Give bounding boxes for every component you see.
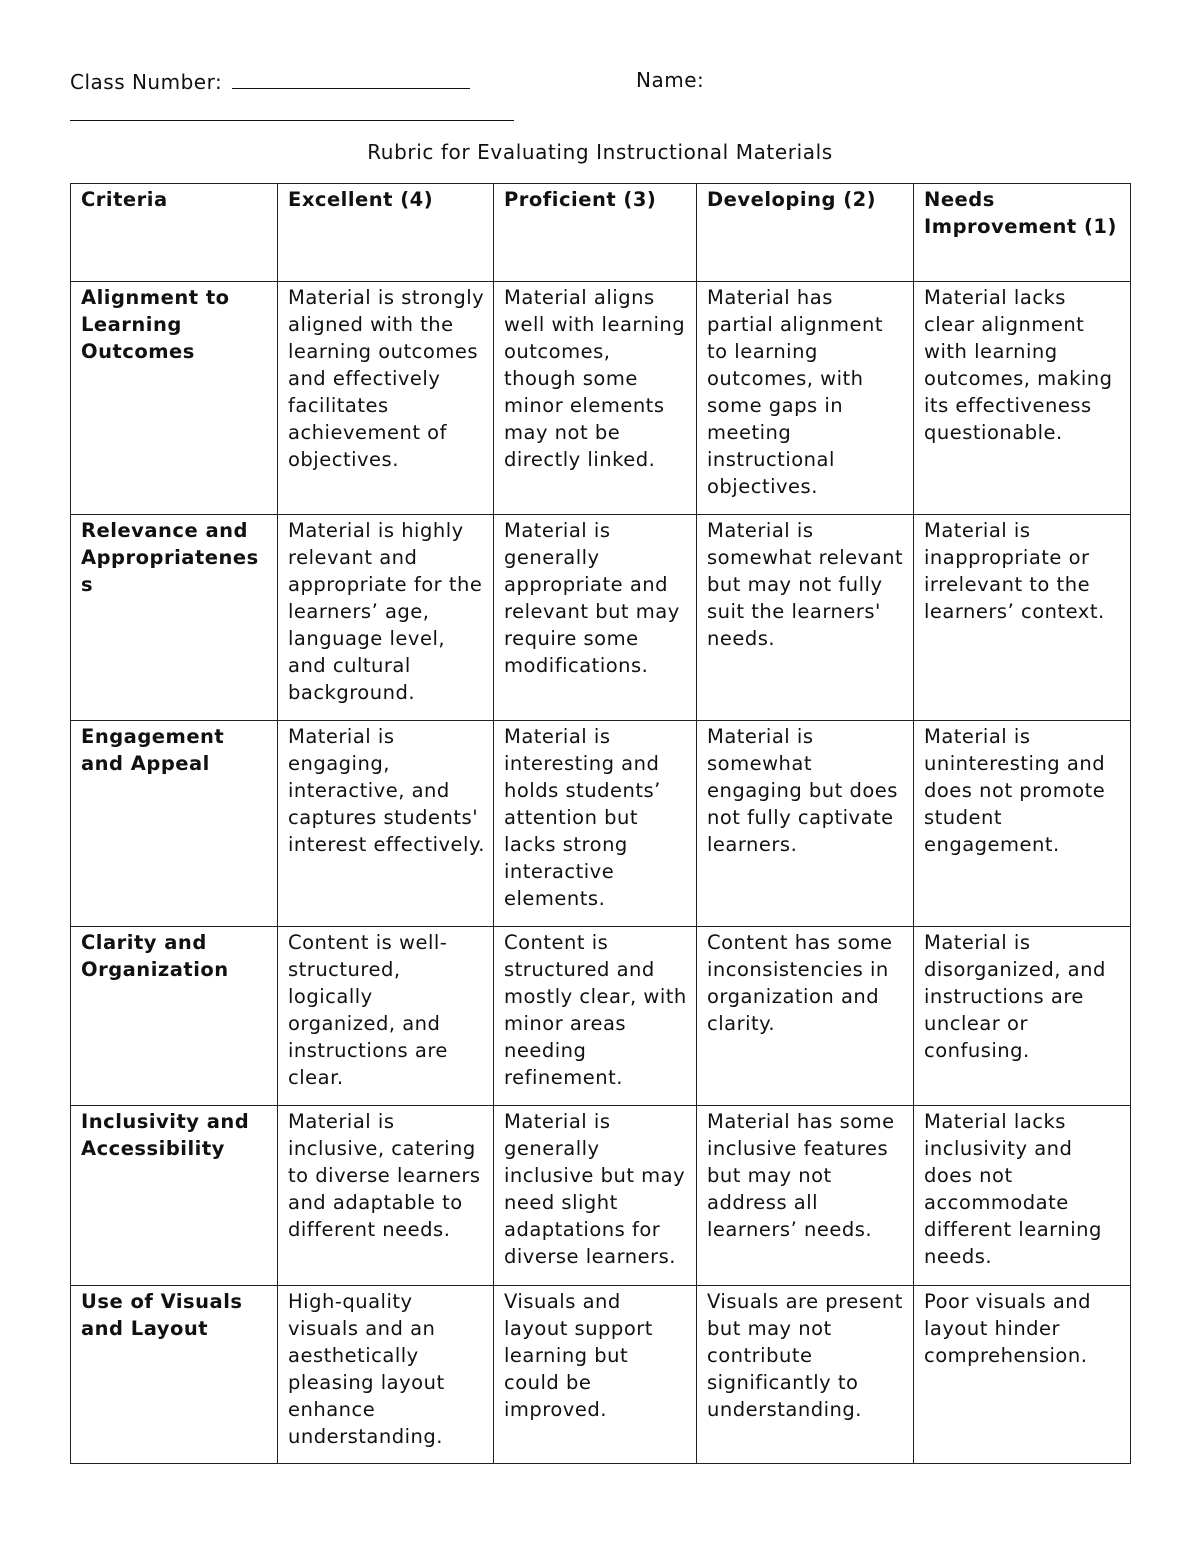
criterion-cell: Use of Visuals and Layout <box>71 1286 278 1464</box>
proficient-cell: Content is structured and mostly clear, with minor areas needing refinement. <box>494 927 697 1106</box>
table-row <box>71 1286 1131 1464</box>
excellent-cell: Material is engaging, interactive, and captures students' interest effectively. <box>278 721 494 927</box>
needs-improvement-cell: Material lacks inclusivity and does not accommodate different learning needs. <box>914 1106 1131 1286</box>
column-header-developing: Developing (2) <box>697 184 914 282</box>
column-header-criteria: Criteria <box>71 184 278 282</box>
needs-improvement-cell: Material is inappropriate or irrelevant to the learners’ context. <box>914 515 1131 721</box>
excellent-cell: Content is well-structured, logically organized, and instructions are clear. <box>278 927 494 1106</box>
document-title: Rubric for Evaluating Instructional Materials <box>367 140 833 164</box>
developing-cell: Material is somewhat relevant but may not fully suit the learners' needs. <box>697 515 914 721</box>
criterion-cell: Inclusivity and Accessibility <box>71 1106 278 1286</box>
proficient-cell: Material is generally inclusive but may need slight adaptations for diverse learners. <box>494 1106 697 1286</box>
developing-cell: Visuals are present but may not contribute significantly to understanding. <box>697 1286 914 1464</box>
column-header-proficient: Proficient (3) <box>494 184 697 282</box>
proficient-cell: Material aligns well with learning outcomes, though some minor elements may not be directly linked. <box>494 282 697 515</box>
excellent-cell: High-quality visuals and an aesthetically pleasing layout enhance understanding. <box>278 1286 494 1464</box>
table-row <box>71 721 1131 927</box>
proficient-cell: Material is interesting and holds students’ attention but lacks strong interactive elements. <box>494 721 697 927</box>
name-blank[interactable] <box>70 100 514 121</box>
excellent-cell: Material is inclusive, catering to diverse learners and adaptable to different needs. <box>278 1106 494 1286</box>
table-row <box>71 515 1131 721</box>
proficient-cell: Visuals and layout support learning but could be improved. <box>494 1286 697 1464</box>
developing-cell: Content has some inconsistencies in organization and clarity. <box>697 927 914 1106</box>
name-label: Name: <box>636 68 705 92</box>
excellent-cell: Material is highly relevant and appropriate for the learners’ age, language level, and cultural background. <box>278 515 494 721</box>
developing-cell: Material is somewhat engaging but does not fully captivate learners. <box>697 721 914 927</box>
table-header-row <box>71 184 1131 282</box>
table-row <box>71 927 1131 1106</box>
needs-improvement-cell: Material is disorganized, and instructions are unclear or confusing. <box>914 927 1131 1106</box>
criterion-cell: Relevance and Appropriateness <box>71 515 278 721</box>
table-row <box>71 282 1131 515</box>
column-header-needs-improvement: Needs Improvement (1) <box>914 184 1131 282</box>
criterion-cell: Engagement and Appeal <box>71 721 278 927</box>
column-header-excellent: Excellent (4) <box>278 184 494 282</box>
needs-improvement-cell: Material is uninteresting and does not promote student engagement. <box>914 721 1131 927</box>
developing-cell: Material has some inclusive features but may not address all learners’ needs. <box>697 1106 914 1286</box>
criterion-cell: Clarity and Organization <box>71 927 278 1106</box>
needs-improvement-cell: Poor visuals and layout hinder comprehension. <box>914 1286 1131 1464</box>
excellent-cell: Material is strongly aligned with the learning outcomes and effectively facilitates achievement of objectives. <box>278 282 494 515</box>
proficient-cell: Material is generally appropriate and relevant but may require some modifications. <box>494 515 697 721</box>
class-number-line <box>70 68 470 94</box>
table-row <box>71 1106 1131 1286</box>
rubric-table <box>70 183 1131 1464</box>
needs-improvement-cell: Material lacks clear alignment with learning outcomes, making its effectiveness questionable. <box>914 282 1131 515</box>
developing-cell: Material has partial alignment to learning outcomes, with some gaps in meeting instructional objectives. <box>697 282 914 515</box>
criterion-cell: Alignment to Learning Outcomes <box>71 282 278 515</box>
class-number-label: Class Number: <box>70 70 223 94</box>
class-number-blank[interactable] <box>232 68 470 89</box>
